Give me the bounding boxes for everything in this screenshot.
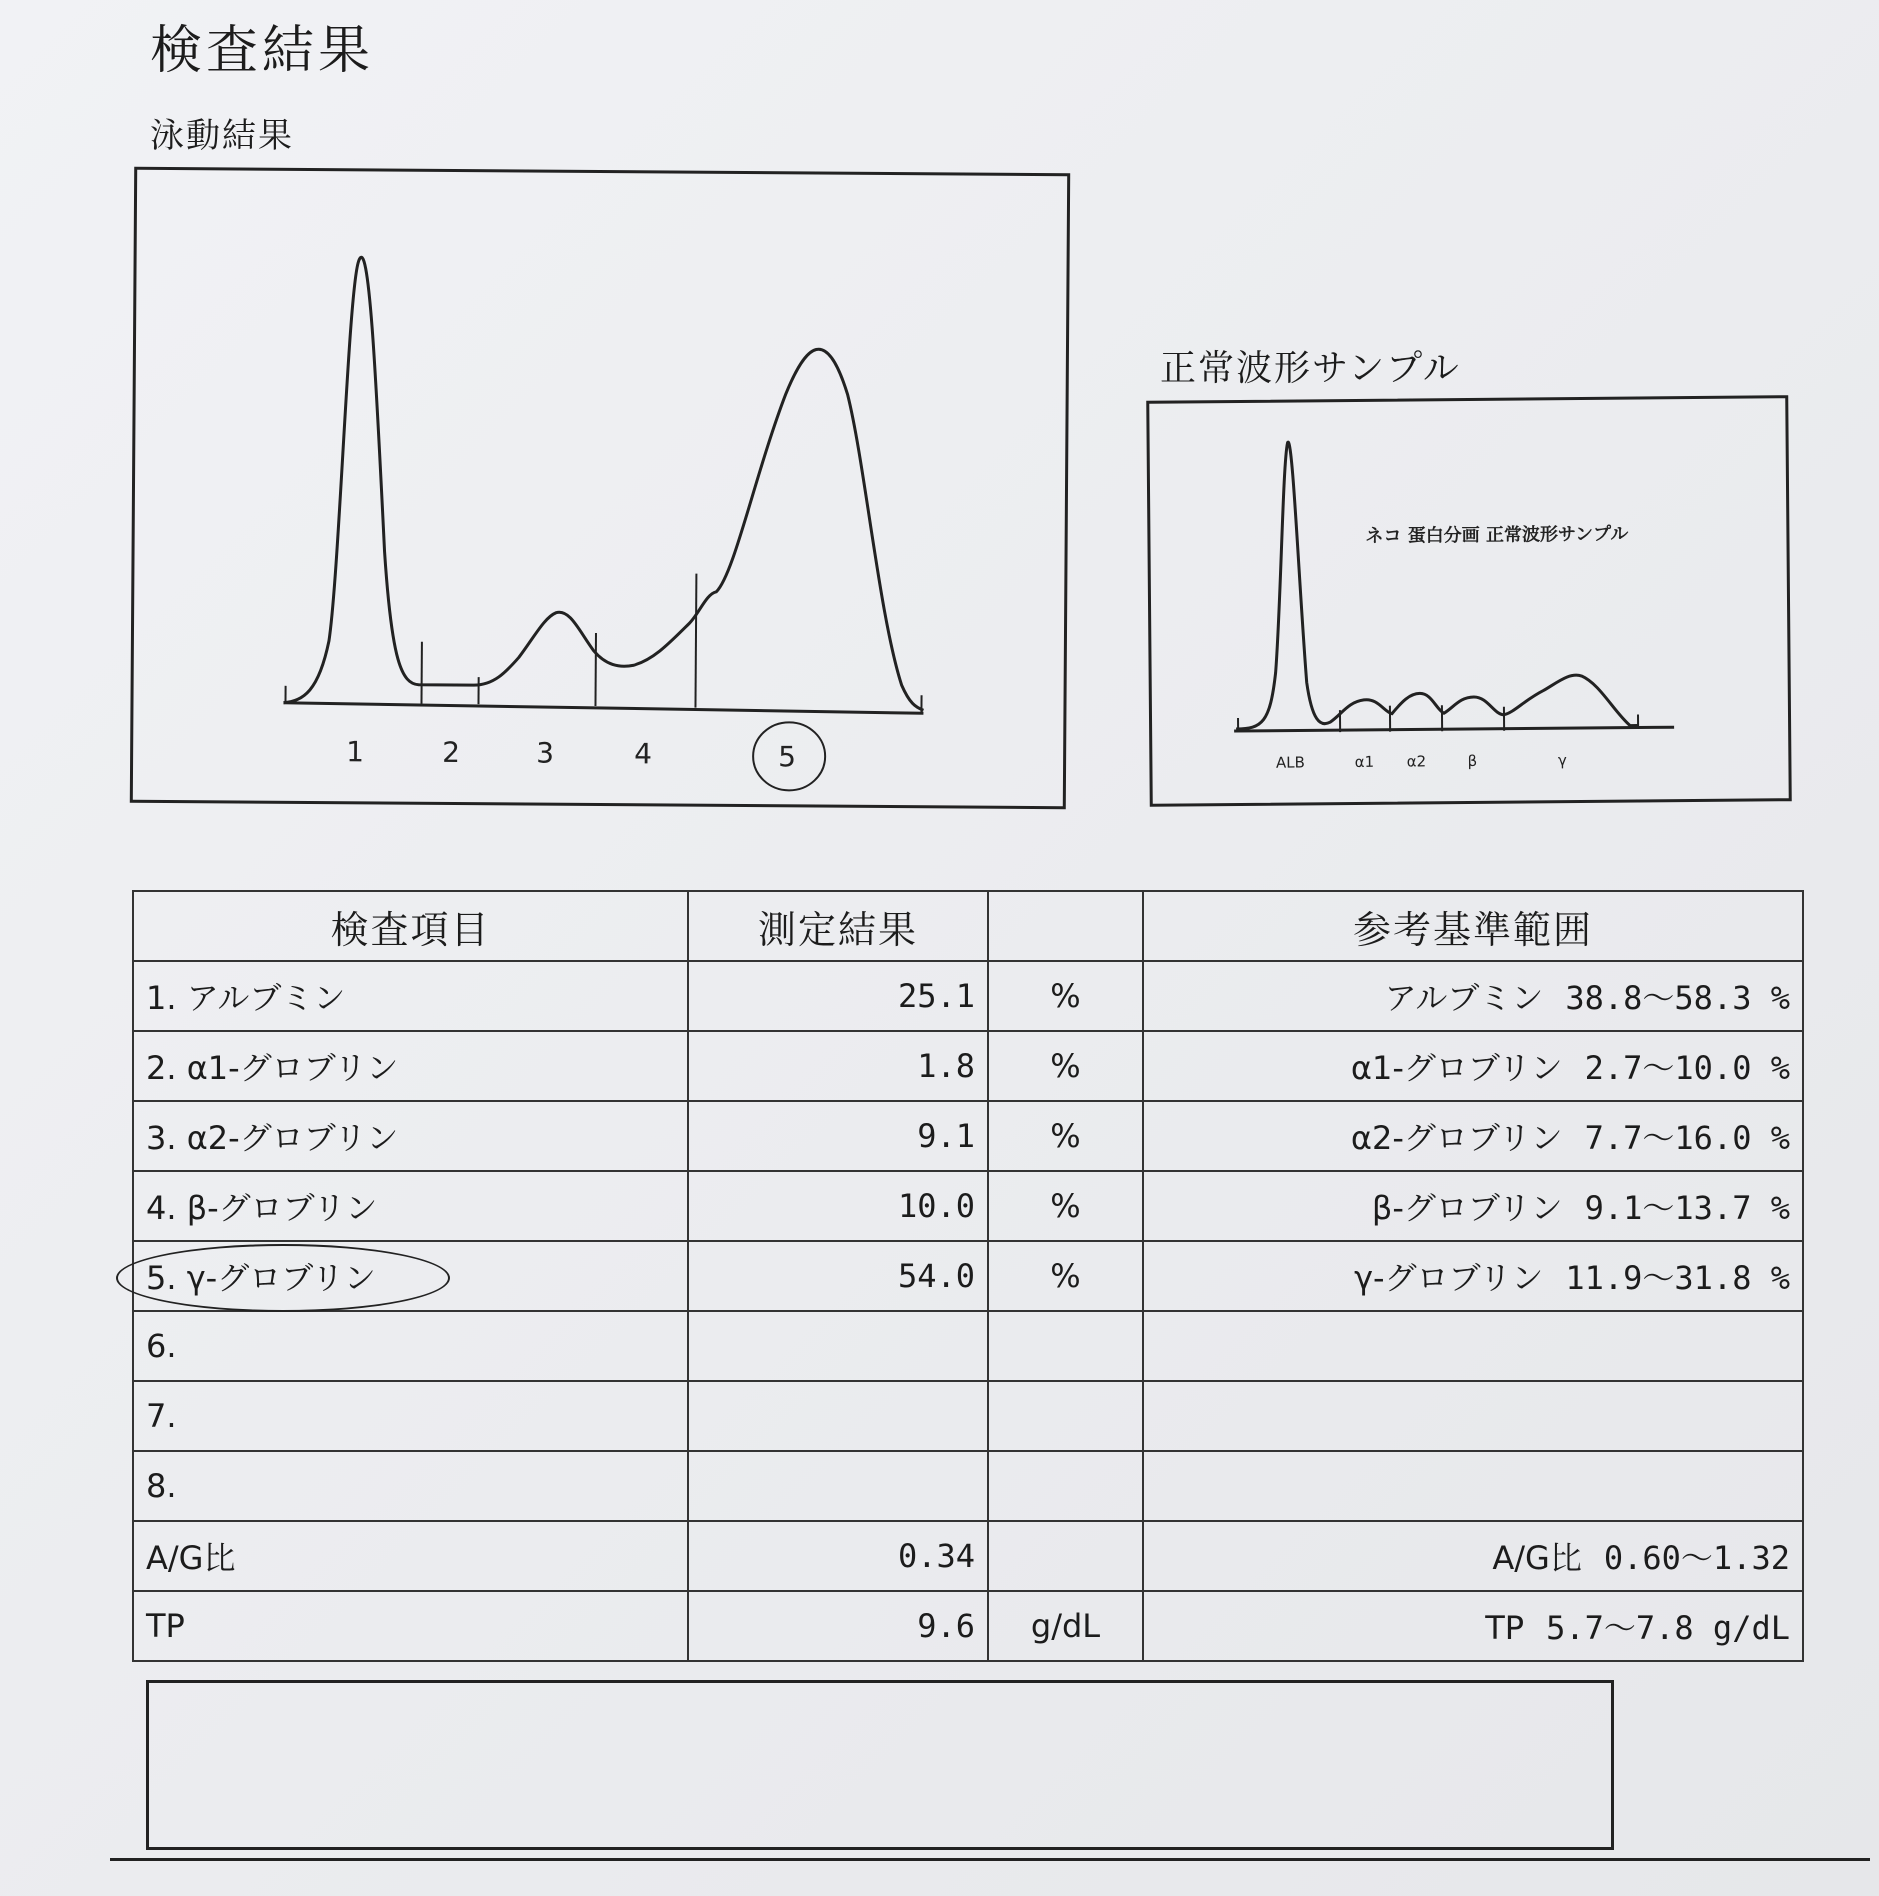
item-cell: 1. アルブミン [133,961,688,1031]
sample-label-alb: ALB [1275,753,1305,772]
unit-cell: % [988,1171,1143,1241]
item-cell: 7. [133,1381,688,1451]
result-cell: 54.0 [688,1241,988,1311]
reference-name: A/G比 [1492,1539,1582,1577]
fraction-label-3: 3 [536,736,555,770]
reference-cell [1143,1591,1803,1661]
divider-3 [595,633,596,706]
reference-cell [1143,1311,1803,1381]
electrophoresis-chart-svg [133,170,1067,806]
table-row [133,1591,1803,1661]
reference-name: γ-グロブリン [1354,1259,1544,1297]
sample-label-a2: α2 [1406,752,1427,771]
item-cell: 2. α1-グロブリン [133,1031,688,1101]
result-cell: 1.8 [688,1031,988,1101]
fraction-label-1: 1 [346,735,365,769]
page-title: 検査結果 [150,21,375,81]
normal-sample-chart-svg [1149,398,1788,804]
header-result: 測定結果 [688,891,988,961]
reference-range: 9.1～13.7 % [1584,1189,1790,1227]
reference-range: 2.7～10.0 % [1584,1049,1790,1087]
table-row [133,1241,1803,1311]
result-cell [688,1451,988,1521]
reference-cell [1143,1101,1803,1171]
comment-box [146,1680,1614,1850]
item-cell: 8. [133,1451,688,1521]
reference-cell [1143,1031,1803,1101]
reference-cell [1143,1171,1803,1241]
result-cell: 9.6 [688,1591,988,1661]
result-cell: 0.34 [688,1521,988,1591]
unit-cell [988,1521,1143,1591]
reference-range: 11.9～31.8 % [1565,1259,1790,1297]
item-cell: 5. γ-グロブリン [133,1241,688,1311]
reference-cell [1143,961,1803,1031]
item-cell: 6. [133,1311,688,1381]
table-row [133,961,1803,1031]
reference-name: α1-グロブリン [1350,1049,1563,1087]
normal-sample-heading: 正常波形サンプル [1160,348,1461,389]
fraction-label-2: 2 [442,735,461,770]
table-row [133,1101,1803,1171]
electrophoresis-chart [130,167,1070,810]
result-cell [688,1381,988,1451]
item-cell: 3. α2-グロブリン [133,1101,688,1171]
electrophoresis-curve [283,257,926,711]
table-row [133,1311,1803,1381]
table-row [133,1171,1803,1241]
unit-cell [988,1381,1143,1451]
sample-label-g: γ [1557,751,1567,770]
reference-name: TP [1485,1609,1525,1647]
table-row [133,1381,1803,1451]
unit-cell: % [988,1241,1143,1311]
item-cell: 4. β-グロブリン [133,1171,688,1241]
sample-label-b: β [1467,751,1478,771]
table-header-row [133,891,1803,961]
reference-name: β-グロブリン [1371,1189,1563,1227]
table-row [133,1031,1803,1101]
result-cell [688,1311,988,1381]
header-unit [988,891,1143,961]
unit-cell [988,1451,1143,1521]
electrophoresis-heading: 泳動結果 [150,116,294,156]
table-row [133,1451,1803,1521]
fraction-label-4: 4 [634,737,653,771]
normal-sample-caption: ネコ 蛋白分画 正常波形サンプル [1365,523,1629,547]
item-cell: TP [133,1591,688,1661]
table-row [133,1521,1803,1591]
reference-name: α2-グロブリン [1350,1119,1563,1157]
fraction-label-5: 5 [778,740,797,774]
reference-range: 0.60～1.32 [1603,1539,1790,1577]
reference-name: アルブミン [1384,979,1544,1017]
normal-sample-chart [1146,395,1792,807]
sample-label-a1: α1 [1354,752,1375,772]
item-cell: A/G比 [133,1521,688,1591]
results-table [132,890,1804,1662]
normal-sample-curve [1234,439,1638,729]
header-item: 検査項目 [133,891,688,961]
unit-cell [988,1311,1143,1381]
reference-cell [1143,1381,1803,1451]
reference-cell [1143,1451,1803,1521]
unit-cell: % [988,961,1143,1031]
reference-range: 38.8～58.3 % [1565,979,1790,1017]
divider-4 [695,574,696,708]
unit-cell: % [988,1101,1143,1171]
result-cell: 25.1 [688,961,988,1031]
header-reference: 参考基準範囲 [1143,891,1803,961]
reference-range: 5.7～7.8 g/dL [1546,1609,1790,1647]
unit-cell: g/dL [988,1591,1143,1661]
baseline [283,703,923,713]
result-cell: 9.1 [688,1101,988,1171]
sample-baseline [1234,727,1674,731]
bottom-rule [110,1858,1870,1861]
reference-cell [1143,1521,1803,1591]
result-cell: 10.0 [688,1171,988,1241]
reference-cell [1143,1241,1803,1311]
reference-range: 7.7～16.0 % [1584,1119,1790,1157]
unit-cell: % [988,1031,1143,1101]
